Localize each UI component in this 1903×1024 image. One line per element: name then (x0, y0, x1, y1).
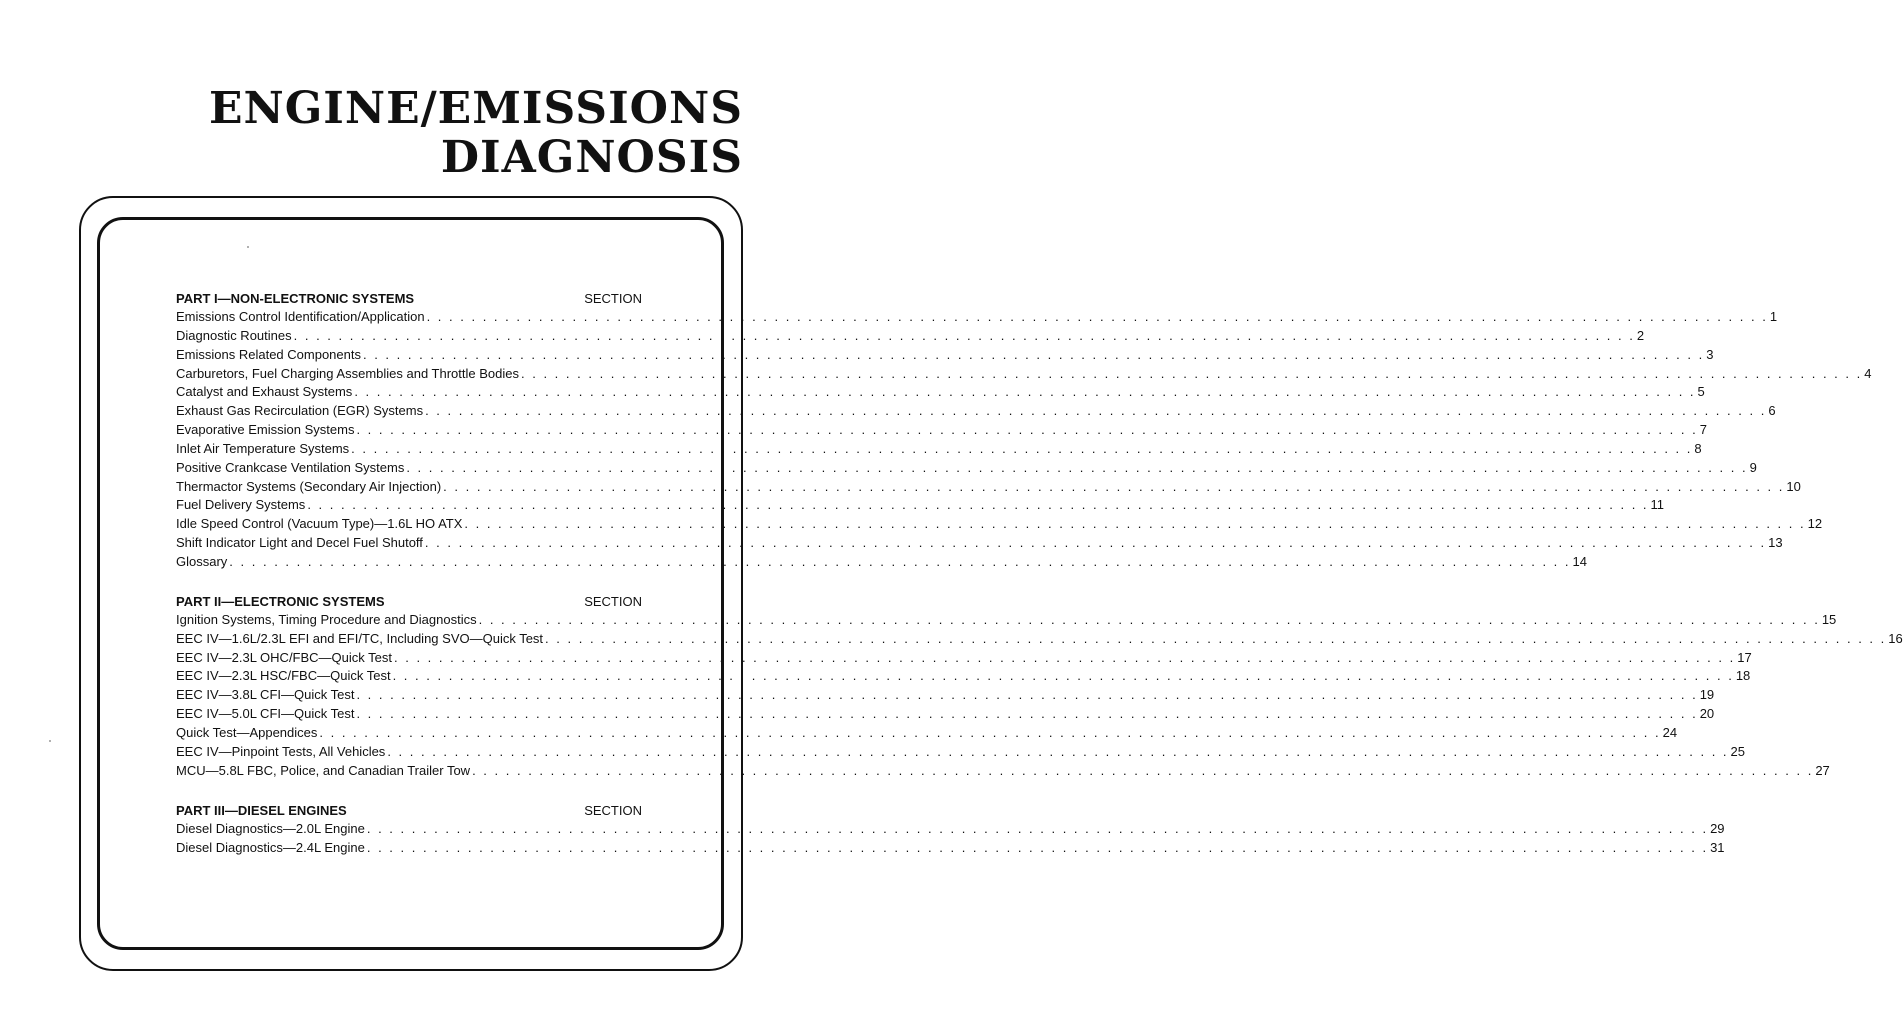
part-header (176, 289, 642, 308)
toc-entry (176, 705, 1715, 724)
toc-entry (176, 440, 1702, 459)
toc-entry (176, 308, 1778, 327)
entry-title: EEC IV—3.8L CFI—Quick Test (176, 687, 355, 703)
section-number: 5 (1697, 384, 1705, 400)
dot-leader: . . . . . . . . . . . . . . . . . . . . . . . . . . . . . . . . . . . . . . . . . . . . . . . . . . . . . . . . . . . . . . . . . . . . . . . . . . . . . . . . . . . . . . . . . . . . . . . . . . . . . . . . . . . . . . . . . . . . . . . . (425, 403, 1767, 419)
entry-title: Diesel Diagnostics—2.0L Engine (176, 821, 365, 837)
toc-entry (176, 478, 1801, 497)
section-column-label: SECTION (584, 291, 642, 306)
section-number: 4 (1864, 365, 1872, 381)
dot-leader: . . . . . . . . . . . . . . . . . . . . . . . . . . . . . . . . . . . . . . . . . . . . . . . . . . . . . . . . . . . . . . . . . . . . . . . . . . . . . . . . . . . . . . . . . . . . . . . . . . . . . . . . . . . . . . . . . . . . . . . . (307, 497, 1649, 513)
toc-entry (176, 820, 1725, 839)
dot-leader: . . . . . . . . . . . . . . . . . . . . . . . . . . . . . . . . . . . . . . . . . . . . . . . . . . . . . . . . . . . . . . . . . . . . . . . . . . . . . . . . . . . . . . . . . . . . . . . . . . . . . . . . . . . . . . . . . . . . . . . . (406, 459, 1748, 475)
entry-title: Diesel Diagnostics—2.4L Engine (176, 840, 365, 856)
section-number: 12 (1807, 516, 1823, 532)
entry-title: Catalyst and Exhaust Systems (176, 384, 353, 400)
section-number: 8 (1694, 440, 1702, 456)
part-header (176, 801, 642, 820)
section-number: 10 (1786, 478, 1801, 494)
dot-leader: . . . . . . . . . . . . . . . . . . . . . . . . . . . . . . . . . . . . . . . . . . . . . . . . . . . . . . . . . . . . . . . . . . . . . . . . . . . . . . . . . . . . . . . . . . . . . . . . . . . . . . . . . . . . . . . . . . . . . . . . (319, 724, 1661, 740)
toc-entry (176, 496, 1665, 515)
dot-leader: . . . . . . . . . . . . . . . . . . . . . . . . . . . . . . . . . . . . . . . . . . . . . . . . . . . . . . . . . . . . . . . . . . . . . . . . . . . . . . . . . . . . . . . . . . . . . . . . . . . . . . . . . . . . . . . . . . . . . . . . (443, 478, 1785, 494)
paper-speck (247, 246, 249, 248)
section-number: 11 (1650, 497, 1665, 513)
toc-entry (176, 365, 1872, 384)
dot-leader: . . . . . . . . . . . . . . . . . . . . . . . . . . . . . . . . . . . . . . . . . . . . . . . . . . . . . . . . . . . . . . . . . . . . . . . . . . . . . . . . . . . . . . . . . . . . . . . . . . . . . . . . . . . . . . . . . . . . . . . . (478, 611, 1820, 627)
dot-leader: . . . . . . . . . . . . . . . . . . . . . . . . . . . . . . . . . . . . . . . . . . . . . . . . . . . . . . . . . . . . . . . . . . . . . . . . . . . . . . . . . . . . . . . . . . . . . . . . . . . . . . . . . . . . . . . . . . . . . . . . (424, 535, 1767, 551)
toc-entry (176, 762, 1830, 781)
dot-leader: . . . . . . . . . . . . . . . . . . . . . . . . . . . . . . . . . . . . . . . . . . . . . . . . . . . . . . . . . . . . . . . . . . . . . . . . . . . . . . . . . . . . . . . . . . . . . . . . . . . . . . . . . . . . . . . . . . . . . . . . (392, 668, 1734, 684)
entry-title: Emissions Related Components (176, 346, 361, 362)
toc-entry (176, 724, 1678, 743)
entry-title: Inlet Air Temperature Systems (176, 440, 350, 456)
dot-leader: . . . . . . . . . . . . . . . . . . . . . . . . . . . . . . . . . . . . . . . . . . . . . . . . . . . . . . . . . . . . . . . . . . . . . . . . . . . . . . . . . . . . . . . . . . . . . . . . . . . . . . . . . . . . . . . . . . . . . . . . (354, 384, 1696, 400)
dot-leader: . . . . . . . . . . . . . . . . . . . . . . . . . . . . . . . . . . . . . . . . . . . . . . . . . . . . . . . . . . . . . . . . . . . . . . . . . . . . . . . . . . . . . . . . . . . . . . . . . . . . . . . . . . . . . . . . . . . . . . . . (351, 440, 1693, 456)
section-number: 3 (1706, 346, 1714, 362)
section-number: 24 (1662, 724, 1678, 740)
toc-entry (176, 515, 1823, 534)
title-line-1: ENGINE/EMISSIONS (208, 83, 743, 134)
entry-title: Ignition Systems, Timing Procedure and Diagnostics (176, 611, 477, 627)
toc-part-2 (176, 592, 1903, 781)
entry-title: Diagnostic Routines (176, 327, 292, 343)
entry-title: Evaporative Emission Systems (176, 422, 355, 438)
toc-part-1 (176, 289, 1872, 572)
entry-title: Thermactor Systems (Secondary Air Injection) (176, 478, 442, 494)
dot-leader: . . . . . . . . . . . . . . . . . . . . . . . . . . . . . . . . . . . . . . . . . . . . . . . . . . . . . . . . . . . . . . . . . . . . . . . . . . . . . . . . . . . . . . . . . . . . . . . . . . . . . . . . . . . . . . . . . . . . . . . . (356, 687, 1698, 703)
entry-title: Exhaust Gas Recirculation (EGR) Systems (176, 403, 424, 419)
dot-leader: . . . . . . . . . . . . . . . . . . . . . . . . . . . . . . . . . . . . . . . . . . . . . . . . . . . . . . . . . . . . . . . . . . . . . . . . . . . . . . . . . . . . . . . . . . . . . . . . . . . . . . . . . . . . . . . . . . . . . . . . (426, 309, 1768, 324)
entry-title: Quick Test—Appendices (176, 724, 318, 740)
dot-leader: . . . . . . . . . . . . . . . . . . . . . . . . . . . . . . . . . . . . . . . . . . . . . . . . . . . . . . . . . . . . . . . . . . . . . . . . . . . . . . . . . . . . . . . . . . . . . . . . . . . . . . . . . . . . . . . . . . . . . . . . (356, 422, 1698, 438)
part-header (176, 592, 642, 611)
entry-title: MCU—5.8L FBC, Police, and Canadian Trailer Tow (176, 762, 471, 778)
section-number: 7 (1699, 422, 1707, 438)
toc-entry (176, 421, 1707, 440)
section-number: 27 (1815, 762, 1830, 778)
toc-entry (176, 459, 1757, 478)
toc-entry (176, 553, 1587, 572)
section-number: 18 (1735, 668, 1751, 684)
toc-entry (176, 667, 1751, 686)
dot-leader: . . . . . . . . . . . . . . . . . . . . . . . . . . . . . . . . . . . . . . . . . . . . . . . . . . . . . . . . . . . . . . . . . . . . . . . . . . . . . . . . . . . . . . . . . . . . . . . . . . . . . . . . . . . . . . . . . . . . . . . . (362, 346, 1705, 362)
dot-leader: . . . . . . . . . . . . . . . . . . . . . . . . . . . . . . . . . . . . . . . . . . . . . . . . . . . . . . . . . . . . . . . . . . . . . . . . . . . . . . . . . . . . . . . . . . . . . . . . . . . . . . . . . . . . . . . . . . . . . . . . (366, 821, 1709, 837)
dot-leader: . . . . . . . . . . . . . . . . . . . . . . . . . . . . . . . . . . . . . . . . . . . . . . . . . . . . . . . . . . . . . . . . . . . . . . . . . . . . . . . . . . . . . . . . . . . . . . . . . . . . . . . . . . . . . . . . . . . . . . . . (356, 706, 1698, 722)
section-column-label: SECTION (584, 803, 642, 819)
section-number: 31 (1710, 840, 1725, 856)
toc-entry (176, 383, 1705, 402)
paper-speck (49, 740, 51, 742)
toc-entry (176, 630, 1903, 649)
dot-leader: . . . . . . . . . . . . . . . . . . . . . . . . . . . . . . . . . . . . . . . . . . . . . . . . . . . . . . . . . . . . . . . . . . . . . . . . . . . . . . . . . . . . . . . . . . . . . . . . . . . . . . . . . . . . . . . . . . . . . . . . (229, 553, 1571, 569)
toc-entry (176, 611, 1837, 630)
section-number: 1 (1769, 309, 1778, 324)
section-number: 20 (1699, 706, 1715, 722)
entry-title: Positive Crankcase Ventilation Systems (176, 459, 405, 475)
section-number: 15 (1821, 611, 1837, 627)
dot-leader: . . . . . . . . . . . . . . . . . . . . . . . . . . . . . . . . . . . . . . . . . . . . . . . . . . . . . . . . . . . . . . . . . . . . . . . . . . . . . . . . . . . . . . . . . . . . . . . . . . . . . . . . . . . . . . . . . . . . . . . . (464, 516, 1806, 532)
toc-entry (176, 649, 1752, 668)
section-number: 9 (1749, 459, 1757, 475)
dot-leader: . . . . . . . . . . . . . . . . . . . . . . . . . . . . . . . . . . . . . . . . . . . . . . . . . . . . . . . . . . . . . . . . . . . . . . . . . . . . . . . . . . . . . . . . . . . . . . . . . . . . . . . . . . . . . . . . . . . . . . . . (387, 743, 1729, 759)
toc-entry (176, 839, 1725, 858)
section-number: 17 (1737, 649, 1752, 665)
toc-entry (176, 346, 1714, 365)
entry-title: Carburetors, Fuel Charging Assemblies and Throttle Bodies (176, 365, 519, 381)
part-title: PART II—ELECTRONIC SYSTEMS (176, 593, 385, 609)
toc-entry (176, 327, 1645, 346)
section-number: 29 (1710, 821, 1725, 837)
section-number: 14 (1572, 553, 1587, 569)
entry-title: EEC IV—Pinpoint Tests, All Vehicles (176, 743, 386, 759)
title-line-2: DIAGNOSIS (440, 132, 743, 183)
part-title: PART I—NON-ELECTRONIC SYSTEMS (176, 291, 415, 306)
section-number: 25 (1730, 743, 1746, 759)
dot-leader: . . . . . . . . . . . . . . . . . . . . . . . . . . . . . . . . . . . . . . . . . . . . . . . . . . . . . . . . . . . . . . . . . . . . . . . . . . . . . . . . . . . . . . . . . . . . . . . . . . . . . . . . . . . . . . . . . . . . . . . . (394, 649, 1736, 665)
entry-title: Glossary (176, 553, 228, 569)
entry-title: Fuel Delivery Systems (176, 497, 306, 513)
section-column-label: SECTION (584, 593, 642, 609)
toc-entry (176, 534, 1783, 553)
entry-title: EEC IV—2.3L HSC/FBC—Quick Test (176, 668, 391, 684)
dot-leader: . . . . . . . . . . . . . . . . . . . . . . . . . . . . . . . . . . . . . . . . . . . . . . . . . . . . . . . . . . . . . . . . . . . . . . . . . . . . . . . . . . . . . . . . . . . . . . . . . . . . . . . . . . . . . . . . . . . . . . . . (293, 327, 1635, 343)
entry-title: EEC IV—1.6L/2.3L EFI and EFI/TC, Including SVO—Quick Test (176, 630, 544, 646)
section-number: 16 (1888, 630, 1903, 646)
entry-title: EEC IV—2.3L OHC/FBC—Quick Test (176, 649, 393, 665)
toc-entry (176, 686, 1715, 705)
dot-leader: . . . . . . . . . . . . . . . . . . . . . . . . . . . . . . . . . . . . . . . . . . . . . . . . . . . . . . . . . . . . . . . . . . . . . . . . . . . . . . . . . . . . . . . . . . . . . . . . . . . . . . . . . . . . . . . . . . . . . . . . (472, 762, 1814, 778)
section-number: 6 (1768, 403, 1776, 419)
toc-entry (176, 743, 1746, 762)
dot-leader: . . . . . . . . . . . . . . . . . . . . . . . . . . . . . . . . . . . . . . . . . . . . . . . . . . . . . . . . . . . . . . . . . . . . . . . . . . . . . . . . . . . . . . . . . . . . . . . . . . . . . . . . . . . . . . . . . . . . . . . . (545, 630, 1887, 646)
toc-part-3 (176, 801, 1725, 858)
part-title: PART III—DIESEL ENGINES (176, 803, 347, 819)
entry-title: Emissions Control Identification/Application (176, 309, 425, 324)
entry-title: EEC IV—5.0L CFI—Quick Test (176, 706, 355, 722)
toc-entry (176, 402, 1776, 421)
section-number: 13 (1768, 535, 1783, 551)
dot-leader: . . . . . . . . . . . . . . . . . . . . . . . . . . . . . . . . . . . . . . . . . . . . . . . . . . . . . . . . . . . . . . . . . . . . . . . . . . . . . . . . . . . . . . . . . . . . . . . . . . . . . . . . . . . . . . . . . . . . . . . . (521, 365, 1863, 381)
section-number: 19 (1699, 687, 1715, 703)
page-title (209, 84, 743, 182)
entry-title: Idle Speed Control (Vacuum Type)—1.6L HO ATX (176, 516, 463, 532)
section-number: 2 (1636, 327, 1645, 343)
entry-title: Shift Indicator Light and Decel Fuel Shutoff (176, 535, 423, 551)
table-of-contents (176, 289, 1903, 878)
dot-leader: . . . . . . . . . . . . . . . . . . . . . . . . . . . . . . . . . . . . . . . . . . . . . . . . . . . . . . . . . . . . . . . . . . . . . . . . . . . . . . . . . . . . . . . . . . . . . . . . . . . . . . . . . . . . . . . . . . . . . . . . (366, 840, 1709, 856)
